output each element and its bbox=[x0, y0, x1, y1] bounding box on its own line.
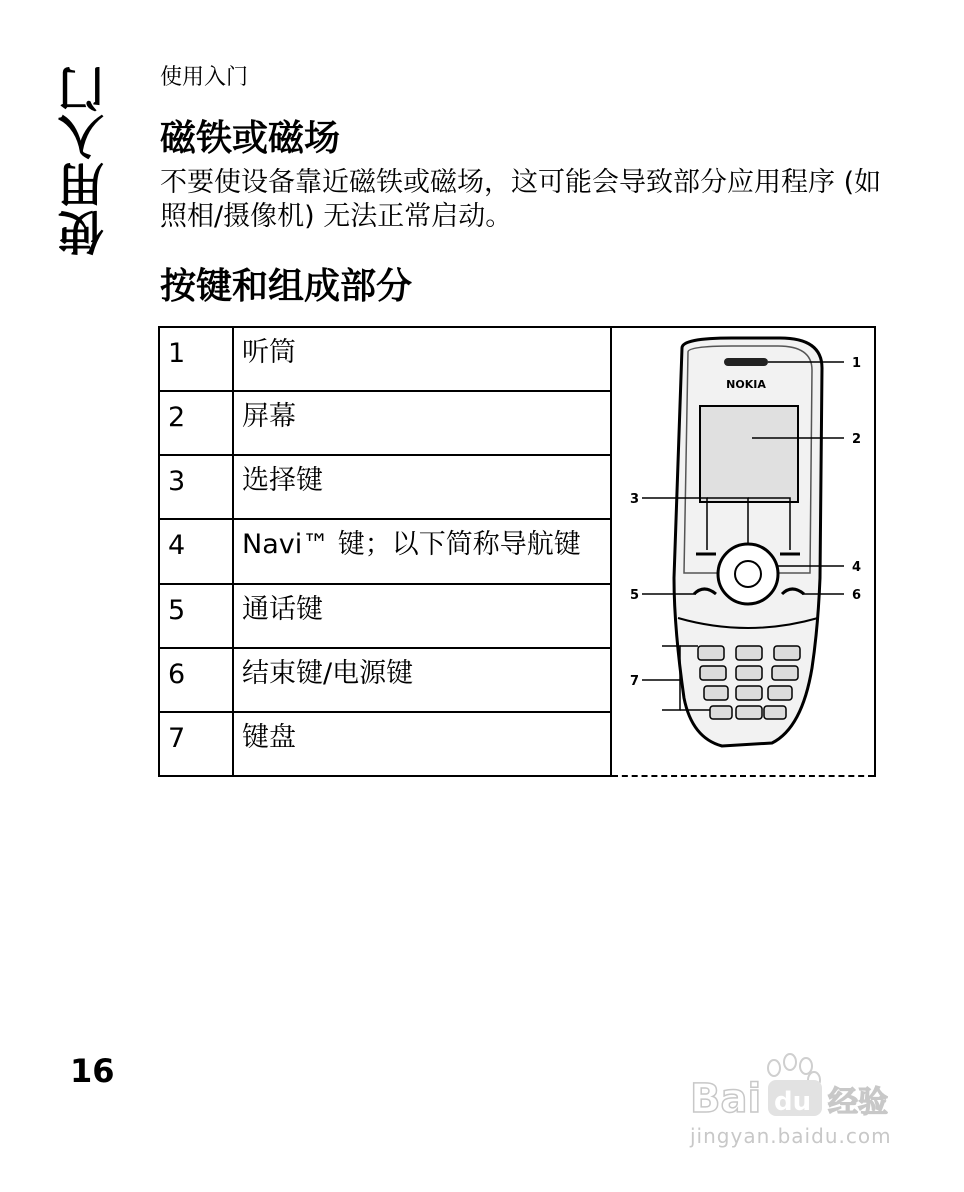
baidu-jingyan-logo bbox=[690, 1050, 910, 1120]
row-label: 通话键 bbox=[233, 584, 611, 648]
watermark-du: du bbox=[774, 1087, 812, 1117]
callout-4: 4 bbox=[852, 560, 862, 575]
row-number: 2 bbox=[159, 391, 233, 455]
callout-5: 5 bbox=[630, 588, 640, 603]
earpiece-icon bbox=[724, 358, 768, 366]
row-label: 键盘 bbox=[233, 712, 611, 776]
row-label: Navi™ 键；以下简称导航键 bbox=[233, 519, 611, 583]
row-label: 选择键 bbox=[233, 455, 611, 519]
row-number: 6 bbox=[159, 648, 233, 712]
phone-screen bbox=[700, 406, 798, 502]
callout-6: 6 bbox=[852, 588, 862, 603]
navi-center bbox=[735, 561, 761, 587]
callout-2: 2 bbox=[852, 432, 862, 447]
watermark-jingyan: 经验 bbox=[828, 1085, 888, 1120]
keys-table bbox=[158, 326, 876, 777]
table-row bbox=[159, 327, 875, 391]
phone-brand: NOKIA bbox=[726, 378, 766, 391]
row-label: 结束键/电源键 bbox=[233, 648, 611, 712]
page-number: 16 bbox=[70, 1052, 115, 1090]
watermark-url: jingyan.baidu.com bbox=[690, 1124, 892, 1148]
callout-7: 7 bbox=[630, 674, 640, 689]
row-number: 5 bbox=[159, 584, 233, 648]
row-number: 1 bbox=[159, 327, 233, 391]
phone-illustration-cell bbox=[611, 327, 875, 776]
row-number: 7 bbox=[159, 712, 233, 776]
side-tab: 使用入门 bbox=[57, 64, 111, 256]
row-label: 听筒 bbox=[233, 327, 611, 391]
keys-heading: 按键和组成部分 bbox=[160, 266, 413, 307]
magnet-heading: 磁铁或磁场 bbox=[160, 118, 341, 159]
row-label: 屏幕 bbox=[233, 391, 611, 455]
watermark-bai: Bai bbox=[690, 1076, 762, 1120]
callout-1: 1 bbox=[852, 356, 862, 371]
phone-illustration bbox=[612, 328, 874, 768]
running-head: 使用入门 bbox=[160, 65, 249, 90]
row-number: 4 bbox=[159, 519, 233, 583]
callout-3: 3 bbox=[630, 492, 640, 507]
row-number: 3 bbox=[159, 455, 233, 519]
magnet-paragraph: 不要使设备靠近磁铁或磁场，这可能会导致部分应用程序 (如照相/摄像机) 无法正常启动。 bbox=[160, 167, 882, 232]
